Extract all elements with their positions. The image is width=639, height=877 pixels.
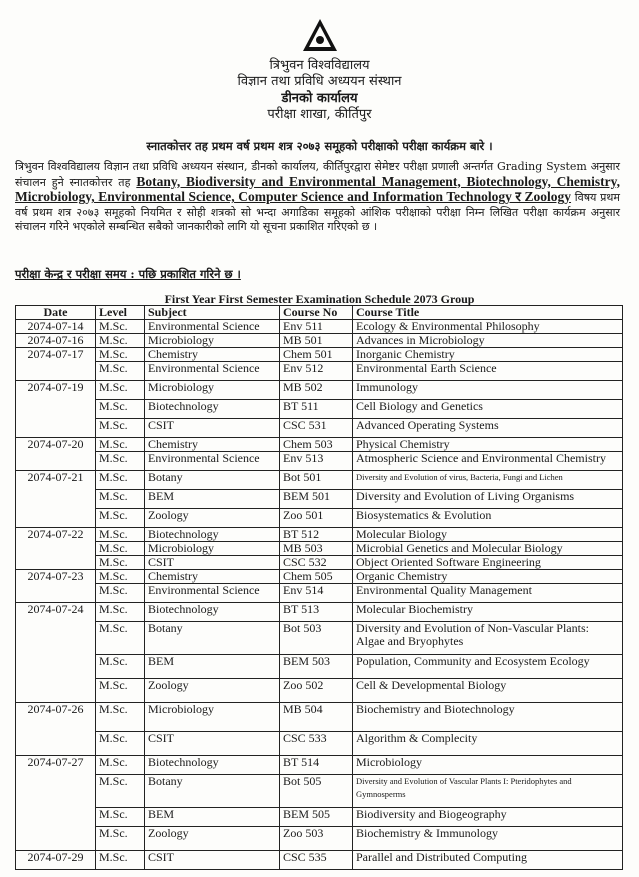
cell-subject: Microbiology	[145, 381, 280, 400]
cell-course-title: Advanced Operating Systems	[353, 419, 623, 438]
cell-level: M.Sc.	[96, 542, 145, 556]
section-name: परीक्षा शाखा, कीर्तिपुर	[267, 107, 372, 122]
cell-course-title: Biochemistry & Immunology	[353, 827, 623, 851]
cell-course-title: Ecology & Environmental Philosophy	[353, 320, 623, 334]
cell-date: 2074-07-23	[16, 570, 96, 603]
cell-course-no: Chem 501	[280, 348, 353, 362]
cell-subject: Microbiology	[145, 542, 280, 556]
table-row	[16, 622, 623, 655]
cell-level: M.Sc.	[96, 603, 145, 622]
cell-subject: Biotechnology	[145, 603, 280, 622]
cell-date: 2074-07-26	[16, 703, 96, 756]
cell-subject: Botany	[145, 471, 280, 490]
cell-course-no: Zoo 502	[280, 679, 353, 703]
program-list: Botany, Biodiversity and Environmental Management, Biotechnology, Chemistry, Microbiology, Environmental Science, Computer Science and Information Technology र Zoology	[15, 173, 620, 204]
cell-course-no: BT 511	[280, 400, 353, 419]
cell-course-title: Diversity and Evolution of Non-Vascular Plants: Algae and Bryophytes	[353, 622, 623, 655]
cell-course-no: MB 502	[280, 381, 353, 400]
cell-course-no: BT 514	[280, 756, 353, 775]
header-level: Level	[96, 306, 145, 320]
cell-subject: Zoology	[145, 509, 280, 528]
notice-body-part2: विषय प्रथम वर्ष प्रथम शत्र २०७३ समूहको नियमित र सोही शत्रको सो भन्दा अगाडिका समूहको आंशिक परीक्षाको परीक्षा निम्न लिखित परीक्षा कार्यक्रम अनुसार संचालन गरिने भएकोले सम्बन्धित सबैको जानकारीको लागि यो सूचना प्रकाशित गरिएको छ ।	[15, 191, 621, 233]
cell-subject: CSIT	[145, 851, 280, 870]
cell-level: M.Sc.	[96, 556, 145, 570]
cell-subject: Environmental Science	[145, 452, 280, 471]
header-subject: Subject	[145, 306, 280, 320]
cell-subject: Zoology	[145, 827, 280, 851]
cell-subject: Biotechnology	[145, 400, 280, 419]
cell-course-title: Biodiversity and Biogeography	[353, 808, 623, 827]
table-row	[16, 732, 623, 756]
cell-subject: Chemistry	[145, 570, 280, 584]
cell-course-no: BEM 501	[280, 490, 353, 509]
cell-subject: Chemistry	[145, 348, 280, 362]
cell-course-title: Microbial Genetics and Molecular Biology	[353, 542, 623, 556]
cell-subject: CSIT	[145, 556, 280, 570]
table-row	[16, 471, 623, 490]
cell-course-no: Env 512	[280, 362, 353, 381]
cell-subject: BEM	[145, 655, 280, 679]
cell-date: 2074-07-20	[16, 438, 96, 471]
cell-course-title: Inorganic Chemistry	[353, 348, 623, 362]
cell-course-no: BEM 503	[280, 655, 353, 679]
cell-level: M.Sc.	[96, 362, 145, 381]
cell-subject: Zoology	[145, 679, 280, 703]
cell-subject: Botany	[145, 622, 280, 655]
cell-level: M.Sc.	[96, 703, 145, 732]
cell-level: M.Sc.	[96, 570, 145, 584]
cell-course-no: BT 512	[280, 528, 353, 542]
cell-date: 2074-07-16	[16, 334, 96, 348]
institute-name: विज्ञान तथा प्रविधि अध्ययन संस्थान	[237, 74, 402, 89]
notice-subject: स्नातकोत्तर तह प्रथम वर्ष प्रथम शत्र २०७३ समूहको परीक्षाको परीक्षा कार्यक्रम बारे ।	[146, 139, 493, 153]
cell-course-title: Diversity and Evolution of virus, Bacteria, Fungi and Lichen	[353, 471, 623, 490]
cell-course-title: Microbiology	[353, 756, 623, 775]
header-course-title: Course Title	[353, 306, 623, 320]
cell-course-title: Cell & Developmental Biology	[353, 679, 623, 703]
cell-course-no: Bot 505	[280, 775, 353, 808]
cell-subject: Microbiology	[145, 334, 280, 348]
table-row	[16, 334, 623, 348]
cell-date: 2074-07-21	[16, 471, 96, 528]
cell-subject: Microbiology	[145, 703, 280, 732]
cell-course-no: Chem 503	[280, 438, 353, 452]
cell-level: M.Sc.	[96, 381, 145, 400]
cell-course-no: Zoo 503	[280, 827, 353, 851]
cell-date: 2074-07-22	[16, 528, 96, 570]
cell-level: M.Sc.	[96, 827, 145, 851]
cell-course-no: Chem 505	[280, 570, 353, 584]
cell-subject: Biotechnology	[145, 756, 280, 775]
cell-course-no: Zoo 501	[280, 509, 353, 528]
cell-course-title: Environmental Earth Science	[353, 362, 623, 381]
cell-course-title: Immunology	[353, 381, 623, 400]
cell-course-title: Organic Chemistry	[353, 570, 623, 584]
table-row	[16, 528, 623, 542]
cell-course-title: Cell Biology and Genetics	[353, 400, 623, 419]
table-row	[16, 419, 623, 438]
table-row	[16, 584, 623, 603]
cell-course-no: Env 513	[280, 452, 353, 471]
cell-course-title: Parallel and Distributed Computing	[353, 851, 623, 870]
cell-level: M.Sc.	[96, 679, 145, 703]
cell-subject: Environmental Science	[145, 320, 280, 334]
university-emblem-icon	[302, 18, 338, 52]
cell-subject: CSIT	[145, 419, 280, 438]
table-row	[16, 381, 623, 400]
cell-course-no: MB 504	[280, 703, 353, 732]
table-row	[16, 603, 623, 622]
cell-course-no: Bot 501	[280, 471, 353, 490]
cell-level: M.Sc.	[96, 851, 145, 870]
cell-course-no: Bot 503	[280, 622, 353, 655]
cell-date: 2074-07-19	[16, 381, 96, 438]
cell-level: M.Sc.	[96, 808, 145, 827]
cell-subject: BEM	[145, 490, 280, 509]
cell-course-no: Env 514	[280, 584, 353, 603]
cell-date: 2074-07-24	[16, 603, 96, 703]
university-name: त्रिभुवन विश्वविद्यालय	[269, 58, 370, 73]
cell-course-no: MB 503	[280, 542, 353, 556]
table-row	[16, 679, 623, 703]
cell-date: 2074-07-27	[16, 756, 96, 851]
cell-subject: Environmental Science	[145, 584, 280, 603]
cell-subject: BEM	[145, 808, 280, 827]
cell-course-no: CSC 531	[280, 419, 353, 438]
cell-level: M.Sc.	[96, 334, 145, 348]
cell-course-no: CSC 535	[280, 851, 353, 870]
cell-course-title: Molecular Biology	[353, 528, 623, 542]
table-row	[16, 556, 623, 570]
cell-course-title: Biochemistry and Biotechnology	[353, 703, 623, 732]
table-row	[16, 808, 623, 827]
cell-level: M.Sc.	[96, 732, 145, 756]
cell-course-no: MB 501	[280, 334, 353, 348]
schedule-title: First Year First Semester Examination Schedule 2073 Group	[164, 292, 475, 306]
header-course-no: Course No	[280, 306, 353, 320]
office-name: डीनको कार्यालय	[281, 91, 358, 106]
cell-level: M.Sc.	[96, 509, 145, 528]
table-row	[16, 348, 623, 362]
table-row	[16, 452, 623, 471]
cell-level: M.Sc.	[96, 622, 145, 655]
cell-subject: Chemistry	[145, 438, 280, 452]
table-row	[16, 400, 623, 419]
table-row	[16, 655, 623, 679]
cell-course-title: Algorithm & Complecity	[353, 732, 623, 756]
cell-course-title: Diversity and Evolution of Living Organisms	[353, 490, 623, 509]
header-date: Date	[16, 306, 96, 320]
cell-course-title: Advances in Microbiology	[353, 334, 623, 348]
cell-subject: Environmental Science	[145, 362, 280, 381]
cell-level: M.Sc.	[96, 775, 145, 808]
cell-subject: CSIT	[145, 732, 280, 756]
table-header-row	[16, 306, 623, 320]
table-row	[16, 320, 623, 334]
notice-body-part1: त्रिभुवन विश्वविद्यालय विज्ञान तथा प्रविधि अध्ययन संस्थान, डीनको कार्यालय, कीर्तिपुरद्वारा सेमेष्टर परीक्षा प्रणाली अन्तर्गत Grading System अनुसार संचालन हुने स्नातकोत्तर तह	[15, 160, 620, 189]
cell-date: 2074-07-14	[16, 320, 96, 334]
table-row	[16, 756, 623, 775]
cell-course-title: Physical Chemistry	[353, 438, 623, 452]
cell-course-title: Molecular Biochemistry	[353, 603, 623, 622]
cell-date: 2074-07-29	[16, 851, 96, 870]
table-row	[16, 509, 623, 528]
cell-level: M.Sc.	[96, 528, 145, 542]
cell-course-no: BEM 505	[280, 808, 353, 827]
cell-course-no: BT 513	[280, 603, 353, 622]
table-row	[16, 851, 623, 870]
cell-level: M.Sc.	[96, 490, 145, 509]
table-row	[16, 438, 623, 452]
cell-course-title: Population, Community and Ecosystem Ecology	[353, 655, 623, 679]
notice-body	[15, 160, 620, 235]
table-row	[16, 362, 623, 381]
cell-course-no: Env 511	[280, 320, 353, 334]
table-row	[16, 827, 623, 851]
table-row	[16, 775, 623, 808]
cell-course-title: Diversity and Evolution of Vascular Plants I: Pteridophytes and Gymnosperms	[353, 775, 623, 808]
cell-course-title: Environmental Quality Management	[353, 584, 623, 603]
cell-level: M.Sc.	[96, 320, 145, 334]
cell-subject: Biotechnology	[145, 528, 280, 542]
schedule-table	[15, 305, 623, 870]
table-row	[16, 490, 623, 509]
table-row	[16, 570, 623, 584]
schedule-body	[16, 320, 623, 870]
table-row	[16, 703, 623, 732]
cell-level: M.Sc.	[96, 655, 145, 679]
cell-level: M.Sc.	[96, 348, 145, 362]
cell-course-title: Object Oriented Software Engineering	[353, 556, 623, 570]
cell-level: M.Sc.	[96, 452, 145, 471]
cell-level: M.Sc.	[96, 584, 145, 603]
cell-level: M.Sc.	[96, 471, 145, 490]
cell-subject: Botany	[145, 775, 280, 808]
cell-level: M.Sc.	[96, 756, 145, 775]
cell-course-no: CSC 533	[280, 732, 353, 756]
cell-level: M.Sc.	[96, 419, 145, 438]
cell-date: 2074-07-17	[16, 348, 96, 381]
table-row	[16, 542, 623, 556]
cell-level: M.Sc.	[96, 438, 145, 452]
cell-course-title: Atmospheric Science and Environmental Chemistry	[353, 452, 623, 471]
cell-level: M.Sc.	[96, 400, 145, 419]
cell-course-no: CSC 532	[280, 556, 353, 570]
exam-center-note: परीक्षा केन्द्र र परीक्षा समय : पछि प्रकाशित गरिने छ ।	[15, 267, 241, 281]
cell-course-title: Biosystematics & Evolution	[353, 509, 623, 528]
